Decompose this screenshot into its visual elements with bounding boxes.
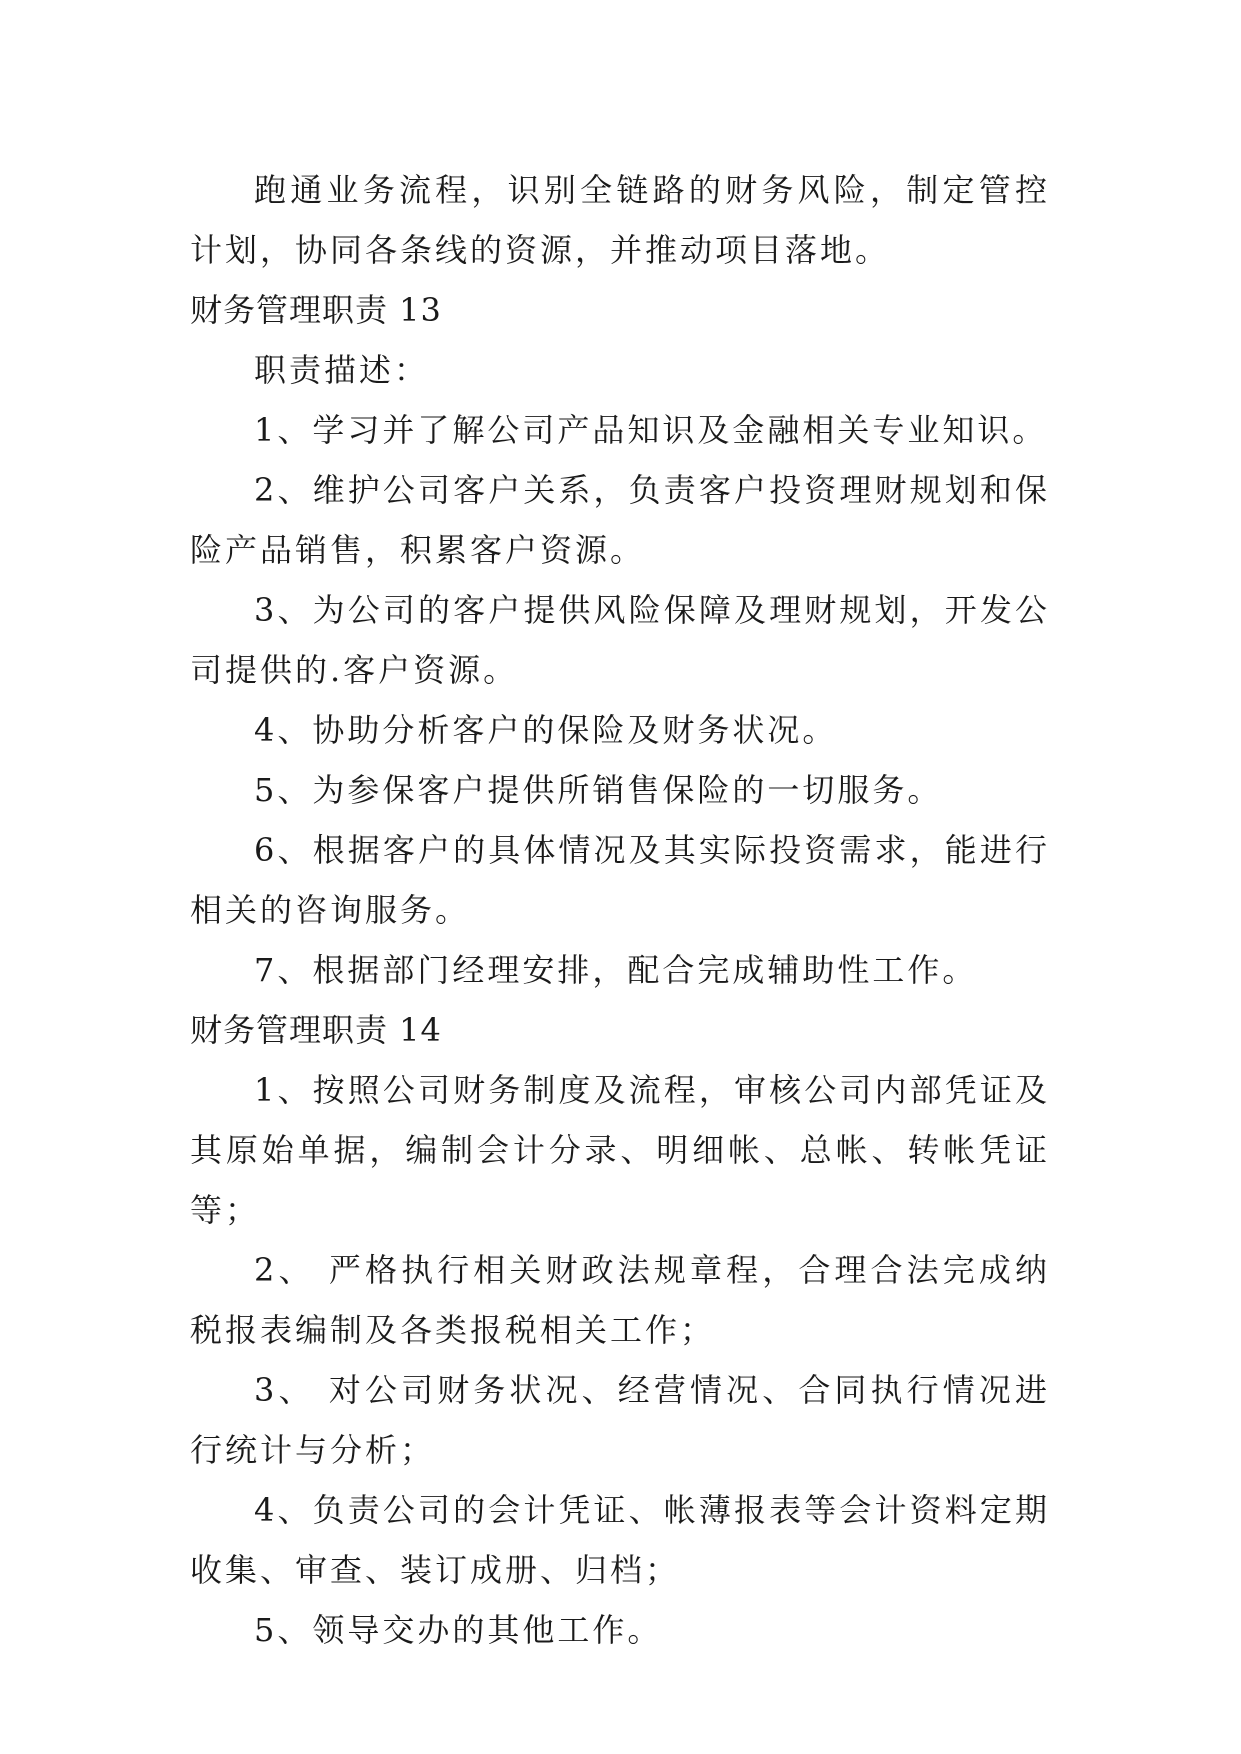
list-item: 6、根据客户的具体情况及其实际投资需求，能进行相关的咨询服务。 [190,831,1050,929]
list-item: 3、 对公司财务状况、经营情况、合同执行情况进行统计与分析； [190,1371,1050,1469]
list-item: 4、协助分析客户的保险及财务状况。 [254,711,838,749]
list-item: 1、学习并了解公司产品知识及金融相关专业知识。 [254,411,1048,449]
list-item: 2、 严格执行相关财政法规章程，合理合法完成纳税报表编制及各类报税相关工作； [190,1251,1050,1349]
list-item: 3、为公司的客户提供风险保障及理财规划，开发公司提供的.客户资源。 [190,591,1050,689]
document-body [190,160,1050,1660]
list-item: 4、负责公司的会计凭证、帐薄报表等会计资料定期收集、审查、装订成册、归档； [190,1491,1050,1589]
list-item: 2、维护公司客户关系，负责客户投资理财规划和保险产品销售，积累客户资源。 [190,471,1050,569]
section-heading: 财务管理职责 13 [190,291,442,329]
list-item: 1、按照公司财务制度及流程，审核公司内部凭证及其原始单据，编制会计分录、明细帐、总帐、转帐凭证等； [190,1071,1050,1229]
list-item: 5、为参保客户提供所销售保险的一切服务。 [254,771,943,809]
paragraph: 跑通业务流程，识别全链路的财务风险，制定管控计划，协同各条线的资源，并推动项目落地。 [190,171,1050,269]
list-item: 5、领导交办的其他工作。 [254,1611,663,1649]
list-item: 7、根据部门经理安排，配合完成辅助性工作。 [254,951,978,989]
section-heading: 财务管理职责 14 [190,1011,442,1049]
paragraph: 职责描述： [254,351,430,389]
